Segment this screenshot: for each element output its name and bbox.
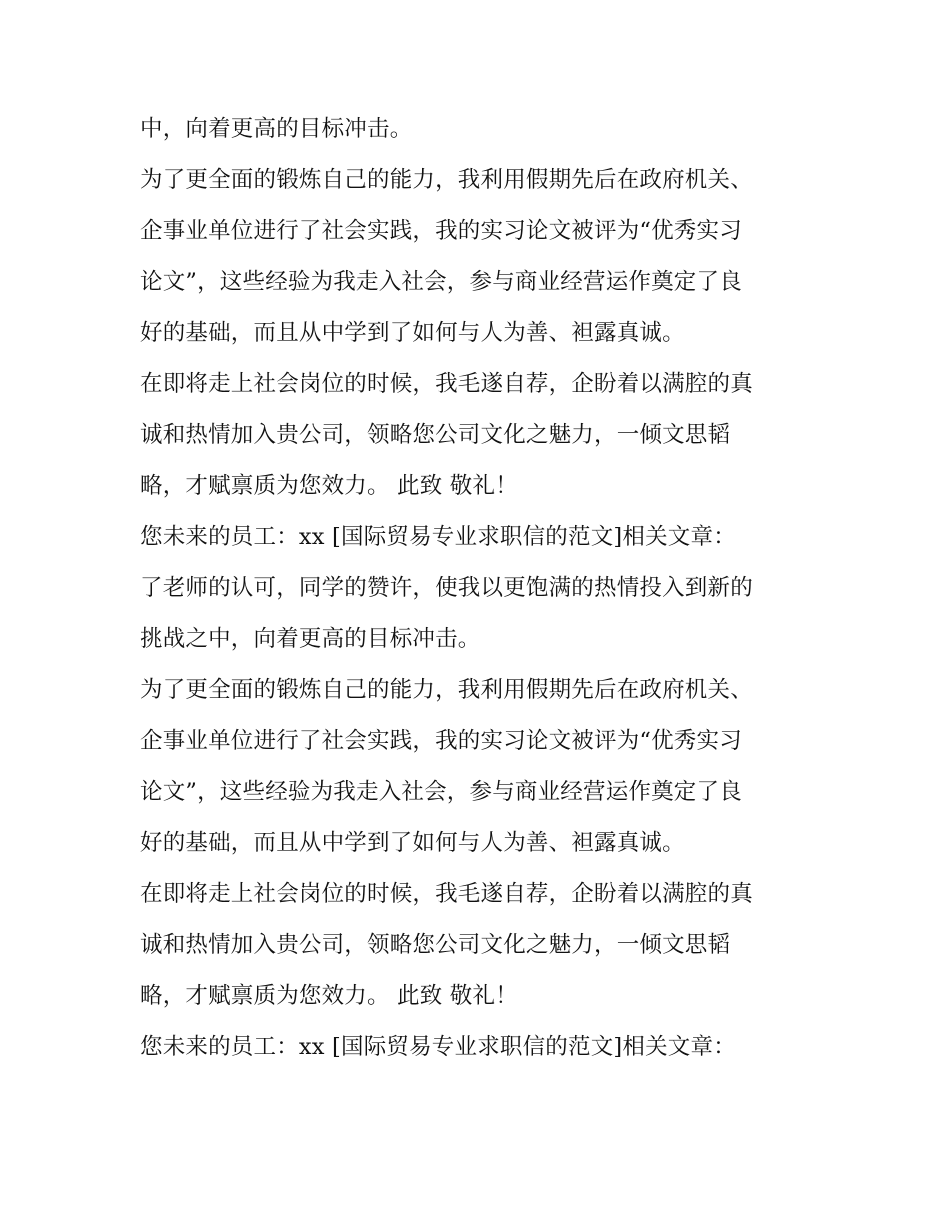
text-line: 在即将走上社会岗位的时候，我毛遂自荐，企盼着以满腔的真: [140, 371, 753, 397]
text-line: 挑战之中，向着更高的目标冲击。: [140, 626, 481, 652]
text-line: 略，才赋禀质为您效力。 此致 敬礼！: [140, 473, 518, 499]
text-line: 为了更全面的锻炼自己的能力，我利用假期先后在政府机关、: [140, 167, 753, 193]
text-line: 中，向着更高的目标冲击。: [140, 116, 413, 142]
text-line: 企事业单位进行了社会实践，我的实习论文被评为“优秀实习: [140, 728, 742, 754]
text-line: 略，才赋禀质为您效力。 此致 敬礼！: [140, 983, 518, 1009]
document-body: [140, 104, 820, 1073]
text-line: 论文”，这些经验为我走入社会，参与商业经营运作奠定了良: [140, 269, 742, 295]
text-line: 企事业单位进行了社会实践，我的实习论文被评为“优秀实习: [140, 218, 742, 244]
text-line: 好的基础，而且从中学到了如何与人为善、袒露真诚。: [140, 320, 685, 346]
text-line: 诚和热情加入贵公司，领略您公司文化之魅力，一倾文思韬: [140, 932, 731, 958]
text-line: 在即将走上社会岗位的时候，我毛遂自荐，企盼着以满腔的真: [140, 881, 753, 907]
text-line: 您未来的员工：xx [国际贸易专业求职信的范文]相关文章：: [140, 524, 736, 550]
text-line: 为了更全面的锻炼自己的能力，我利用假期先后在政府机关、: [140, 677, 753, 703]
text-line: 好的基础，而且从中学到了如何与人为善、袒露真诚。: [140, 830, 685, 856]
text-line: 了老师的认可，同学的赞许，使我以更饱满的热情投入到新的: [140, 575, 753, 601]
text-line: 诚和热情加入贵公司，领略您公司文化之魅力，一倾文思韬: [140, 422, 731, 448]
text-line: 您未来的员工：xx [国际贸易专业求职信的范文]相关文章：: [140, 1034, 736, 1060]
text-line: 论文”，这些经验为我走入社会，参与商业经营运作奠定了良: [140, 779, 742, 805]
